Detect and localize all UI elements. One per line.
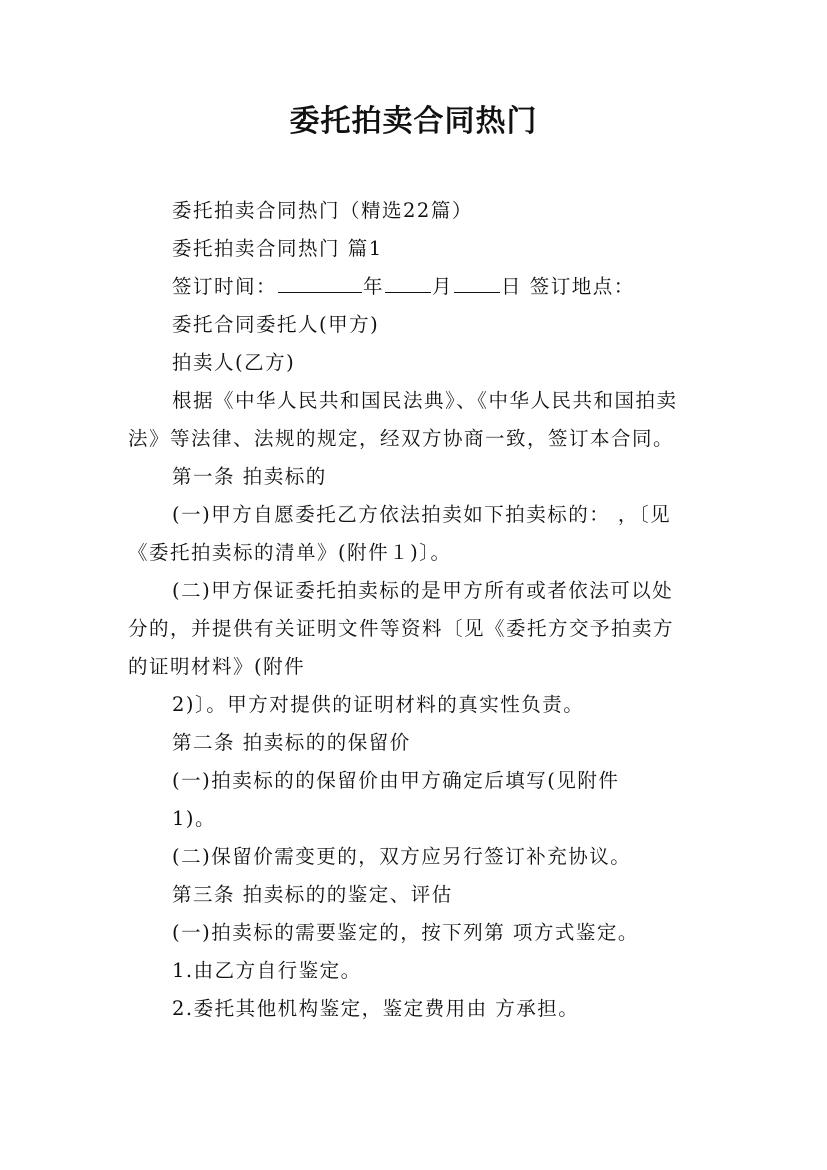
paragraph-line: 2)〕。甲方对提供的证明材料的真实性负责。 (172, 693, 585, 716)
article-heading: 第一条 拍卖标的 (172, 465, 327, 488)
paragraph-line: 1)。 (172, 807, 217, 830)
year-blank (278, 270, 362, 293)
article-heading: 第三条 拍卖标的的鉴定、评估 (172, 883, 453, 906)
party-b-line: 拍卖人(乙方) (172, 351, 296, 374)
paragraph-line: (一)甲方自愿委托乙方依法拍卖如下拍卖标的： ，〔见 (172, 503, 672, 526)
day-and-place-label: 日 签订地点： (501, 275, 635, 298)
document-title: 委托拍卖合同热门 (289, 104, 538, 139)
paragraph-line: (一)拍卖标的需要鉴定的，按下列第 项方式鉴定。 (172, 921, 639, 944)
paragraph-line: 根据《中华人民共和国民法典》、《中华人民共和国拍卖 (172, 389, 678, 412)
paragraph-line: 2.委托其他机构鉴定，鉴定费用由 方承担。 (172, 997, 580, 1020)
subtitle-line: 委托拍卖合同热门（精选22篇） (172, 199, 473, 222)
month-blank (385, 270, 431, 293)
month-label: 月 (432, 275, 454, 298)
paragraph-line: (二)甲方保证委托拍卖标的是甲方所有或者依法可以处 (172, 579, 674, 602)
paragraph-line: 《委托拍卖标的清单》(附件１)〕。 (128, 541, 452, 564)
section-heading: 委托拍卖合同热门 篇1 (172, 237, 383, 260)
paragraph-line: (二)保留价需变更的，双方应另行签订补充协议。 (172, 845, 632, 868)
paragraph-line: 法》等法律、法规的规定，经双方协商一致，签订本合同。 (128, 427, 675, 450)
document-body (128, 192, 714, 1028)
paragraph-line: (一)拍卖标的的保留价由甲方确定后填写(见附件 (172, 769, 620, 792)
party-a-line: 委托合同委托人(甲方) (172, 313, 380, 336)
paragraph-line: 1.由乙方自行鉴定。 (172, 959, 362, 982)
day-blank (454, 270, 500, 293)
signing-info-line (128, 268, 714, 306)
paragraph-line: 的证明材料》(附件 (128, 655, 306, 678)
article-heading: 第二条 拍卖标的的保留价 (172, 731, 411, 754)
signing-time-label: 签订时间： (172, 275, 278, 298)
year-label: 年 (363, 275, 385, 298)
paragraph-line: 分的，并提供有关证明文件等资料〔见《委托方交予拍卖方 (128, 617, 675, 640)
